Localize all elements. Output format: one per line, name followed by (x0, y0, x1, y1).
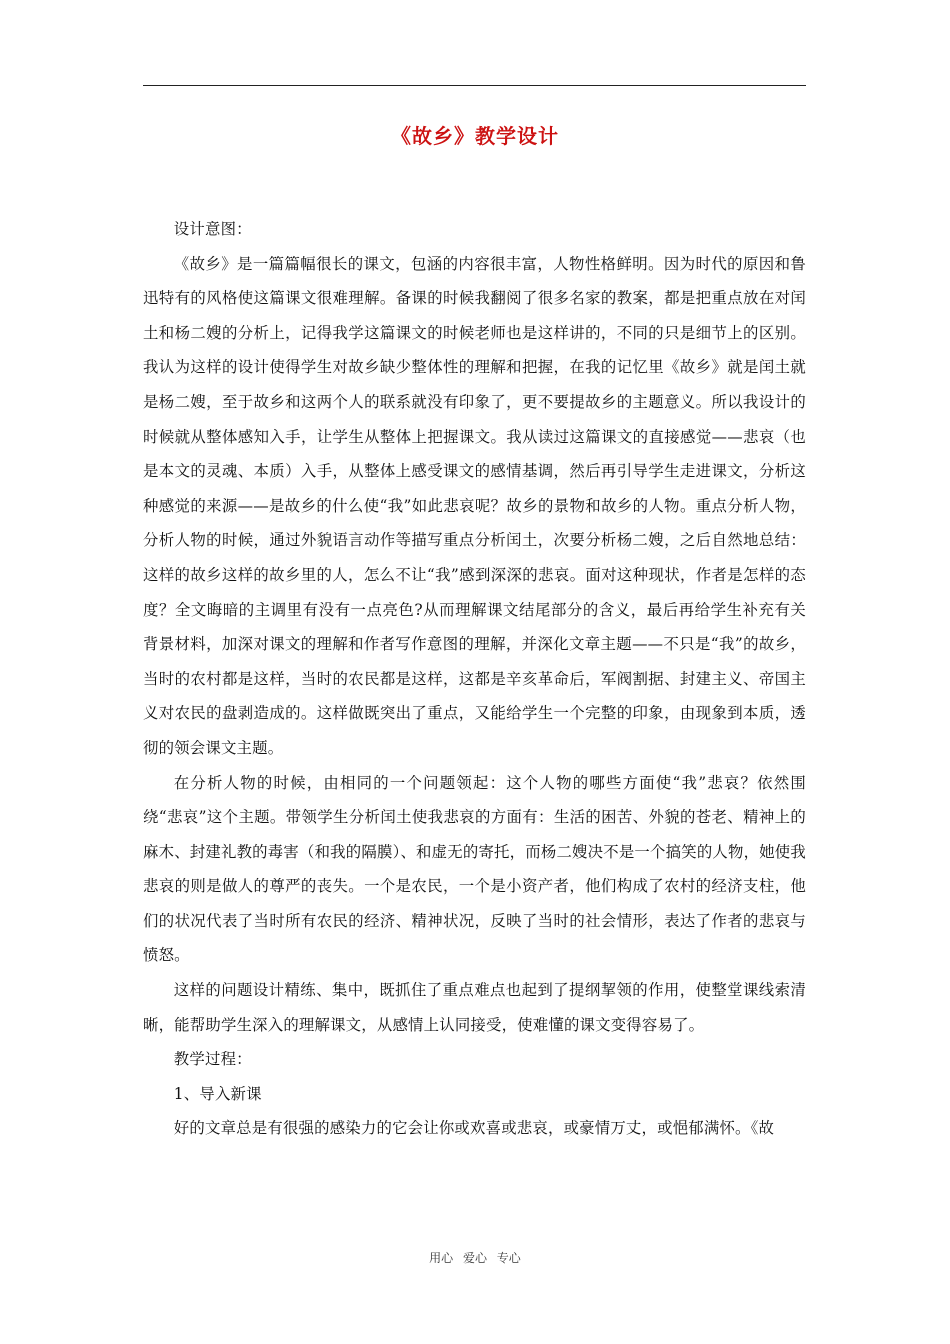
paragraph-introduction: 好的文章总是有很强的感染力的它会让你或欢喜或悲哀，或豪情万丈，或悒郁满怀。《故 (173, 1119, 775, 1138)
document-body (143, 212, 806, 1146)
paragraph-step-one-heading: 1、导入新课 (173, 1084, 262, 1103)
paragraph-design-intent: 《故乡》是一篇篇幅很长的课文，包涵的内容很丰富，人物性格鲜明。因为时代的原因和鲁迅特有的风格使这篇课文很难理解。备课的时候我翻阅了很多名家的教案，都是把重点放在对闰土和杨二嫂的分析上，记得我学这篇课文的时候老师也是这样讲的，不同的只是细节上的区别。我认为这样的设计使得学生对故乡缺少整体性的理解和把握，在我的记忆里《故乡》就是闰土就是杨二嫂，至于故乡和这两个人的联系就没有印象了，更不要提故乡的主题意义。所以我设计的时候就从整体感知入手，让学生从整体上把握课文。我从读过这篇课文的直接感觉——悲哀（也是本文的灵魂、本质）入手，从整体上感受课文的感情基调，然后再引导学生走进课文，分析这种感觉的来源——是故乡的什么使“我”如此悲哀呢？故乡的景物和故乡的人物。重点分析人物，分析人物的时候，通过外貌语言动作等描写重点分析闰土，次要分析杨二嫂，之后自然地总结：这样的故乡这样的故乡里的人，怎么不让“我”感到深深的悲哀。面对这种现状，作者是怎样的态度？全文晦暗的主调里有没有一点亮色?从而理解课文结尾部分的含义，最后再给学生补充有关背景材料，加深对课文的理解和作者写作意图的理解，并深化文章主题——不只是“我”的故乡，当时的农村都是这样，当时的农民都是这样，这都是辛亥革命后，军阀割据、封建主义、帝国主义对农民的盘剥造成的。这样做既突出了重点，又能给学生一个完整的印象，由现象到本质，透彻的领会课文主题。 (143, 254, 806, 757)
paragraph-character-analysis: 在分析人物的时候，由相同的一个问题领起：这个人物的哪些方面使“我”悲哀？依然围绕“悲哀”这个主题。带领学生分析闰土使我悲哀的方面有：生活的困苦、外貌的苍老、精神上的麻木、封建礼教的毒害（和我的隔膜）、和虚无的寄托，而杨二嫂决不是一个搞笑的人物，她使我悲哀的则是做人的尊严的丧失。一个是农民，一个是小资产者，他们构成了农村的经济支柱，他们的状况代表了当时所有农民的经济、精神状况，反映了当时的社会情形，表达了作者的悲哀与愤怒。 (143, 773, 806, 965)
document-title: 《故乡》教学设计 (391, 124, 559, 148)
page-footer: 用心 爱心 专心 (429, 1251, 521, 1265)
paragraph-design-intent-heading: 设计意图： (173, 220, 252, 238)
paragraph-teaching-process-heading: 教学过程： (173, 1050, 252, 1069)
paragraph-question-design: 这样的问题设计精练、集中，既抓住了重点难点也起到了提纲挈领的作用，使整堂课线索清晰，能帮助学生深入的理解课文，从感情上认同接受，使难懂的课文变得容易了。 (143, 981, 806, 1034)
header-rule (143, 85, 806, 86)
